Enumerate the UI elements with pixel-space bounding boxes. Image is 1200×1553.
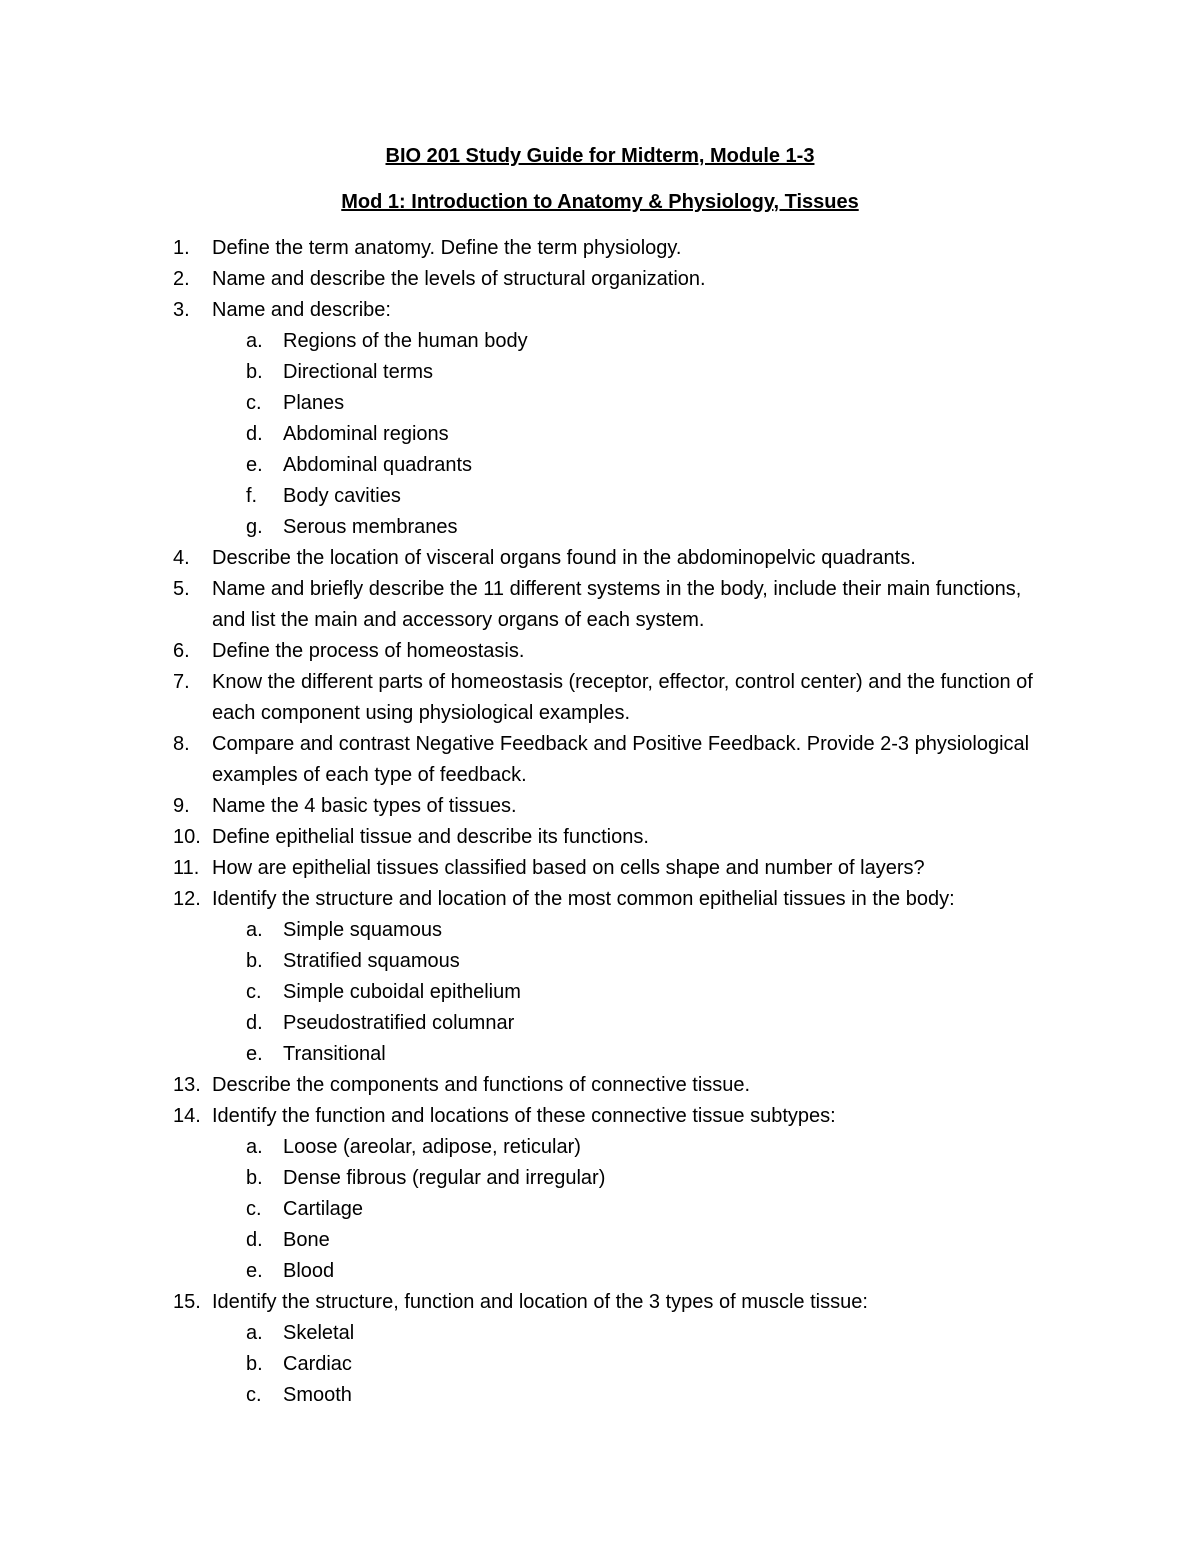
- question-number: 5.: [173, 578, 190, 600]
- question-number: 13.: [173, 1074, 201, 1096]
- sub-item: [0, 450, 1200, 481]
- sub-item-letter: b.: [246, 1167, 263, 1189]
- document-title: BIO 201 Study Guide for Midterm, Module 1-3: [385, 145, 815, 167]
- question-number: 14.: [173, 1105, 201, 1127]
- question-item: [0, 574, 1200, 636]
- sub-item: [0, 419, 1200, 450]
- sub-item-letter: d.: [246, 1012, 263, 1034]
- question-item: [0, 264, 1200, 295]
- question-text: Define the process of homeostasis.: [212, 640, 525, 662]
- question-number: 6.: [173, 640, 190, 662]
- sub-item: [0, 357, 1200, 388]
- sub-item-letter: a.: [246, 330, 263, 352]
- sub-item-letter: f.: [246, 485, 258, 507]
- sub-item-letter: a.: [246, 1322, 263, 1344]
- sub-item: [0, 1256, 1200, 1287]
- question-item: [0, 295, 1200, 543]
- question-text: Identify the structure, function and location of the 3 types of muscle tissue:: [212, 1291, 868, 1313]
- question-number: 15.: [173, 1291, 201, 1313]
- sub-item-text: Regions of the human body: [283, 330, 528, 352]
- sub-item-text: Abdominal quadrants: [283, 454, 473, 476]
- sub-item: [0, 1380, 1200, 1411]
- sub-item-text: Transitional: [283, 1043, 386, 1065]
- question-text: Name and describe the levels of structural organization.: [212, 268, 706, 290]
- sub-item: [0, 915, 1200, 946]
- sub-item-text: Smooth: [283, 1384, 352, 1406]
- question-number: 8.: [173, 733, 190, 755]
- question-text: Compare and contrast Negative Feedback and Positive Feedback. Provide 2-3 physiological examples of each type of feedback.: [212, 733, 1030, 786]
- sub-item: [0, 1194, 1200, 1225]
- sub-list: [0, 326, 1200, 543]
- sub-item: [0, 946, 1200, 977]
- sub-item: [0, 1225, 1200, 1256]
- question-item: [0, 822, 1200, 853]
- sub-item-text: Serous membranes: [283, 516, 458, 538]
- question-text: Identify the function and locations of these connective tissue subtypes:: [212, 1105, 836, 1127]
- sub-item-text: Planes: [283, 392, 345, 414]
- question-item: [0, 791, 1200, 822]
- sub-item-letter: c.: [246, 392, 262, 414]
- sub-item-letter: g.: [246, 516, 263, 538]
- sub-item-letter: d.: [246, 423, 263, 445]
- sub-item-text: Stratified squamous: [283, 950, 460, 972]
- sub-item-text: Skeletal: [283, 1322, 355, 1344]
- question-number: 2.: [173, 268, 190, 290]
- question-number: 11.: [173, 857, 200, 879]
- sub-item-text: Dense fibrous (regular and irregular): [283, 1167, 606, 1189]
- sub-item: [0, 1132, 1200, 1163]
- question-text: Name and describe:: [212, 299, 391, 321]
- question-item: [0, 853, 1200, 884]
- sub-item-text: Simple squamous: [283, 919, 442, 941]
- sub-item: [0, 512, 1200, 543]
- sub-item-text: Pseudostratified columnar: [283, 1012, 515, 1034]
- question-number: 10.: [173, 826, 201, 848]
- sub-item: [0, 1163, 1200, 1194]
- sub-item-text: Loose (areolar, adipose, reticular): [283, 1136, 581, 1158]
- question-text: How are epithelial tissues classified based on cells shape and number of layers?: [212, 857, 925, 879]
- sub-item-letter: d.: [246, 1229, 263, 1251]
- sub-item-letter: b.: [246, 361, 263, 383]
- module-title: Mod 1: Introduction to Anatomy & Physiology, Tissues: [341, 191, 859, 213]
- question-text: Know the different parts of homeostasis (receptor, effector, control center) and the function of each component using physiological examples.: [212, 671, 1033, 724]
- sub-item-text: Cardiac: [283, 1353, 352, 1375]
- sub-item-text: Cartilage: [283, 1198, 364, 1220]
- sub-item: [0, 977, 1200, 1008]
- question-number: 4.: [173, 547, 190, 569]
- question-number: 9.: [173, 795, 190, 817]
- question-item: [0, 884, 1200, 1070]
- sub-item-letter: c.: [246, 1198, 262, 1220]
- sub-list: [0, 1318, 1200, 1411]
- sub-item-text: Abdominal regions: [283, 423, 449, 445]
- question-text: Name and briefly describe the 11 different systems in the body, include their main functions, and list the main and accessory organs of each system.: [212, 578, 1022, 631]
- sub-item: [0, 1008, 1200, 1039]
- sub-item-letter: b.: [246, 950, 263, 972]
- sub-item-letter: a.: [246, 919, 263, 941]
- question-number: 1.: [173, 237, 190, 259]
- question-text: Identify the structure and location of the most common epithelial tissues in the body:: [212, 888, 955, 910]
- sub-item-text: Body cavities: [283, 485, 401, 507]
- sub-item-text: Directional terms: [283, 361, 434, 383]
- sub-item: [0, 326, 1200, 357]
- question-text: Describe the location of visceral organs found in the abdominopelvic quadrants.: [212, 547, 916, 569]
- sub-item: [0, 481, 1200, 512]
- sub-item-text: Simple cuboidal epithelium: [283, 981, 521, 1003]
- sub-item-letter: c.: [246, 1384, 262, 1406]
- question-item: [0, 729, 1200, 791]
- question-item: [0, 636, 1200, 667]
- question-number: 7.: [173, 671, 190, 693]
- sub-item: [0, 1349, 1200, 1380]
- question-item: [0, 1070, 1200, 1101]
- question-text: Describe the components and functions of connective tissue.: [212, 1074, 751, 1096]
- sub-item-letter: c.: [246, 981, 262, 1003]
- sub-item: [0, 1039, 1200, 1070]
- sub-item: [0, 1318, 1200, 1349]
- sub-item-letter: a.: [246, 1136, 263, 1158]
- question-item: [0, 233, 1200, 264]
- question-item: [0, 1287, 1200, 1411]
- sub-item-text: Blood: [283, 1260, 335, 1282]
- sub-list: [0, 1132, 1200, 1287]
- question-item: [0, 667, 1200, 729]
- sub-list: [0, 915, 1200, 1070]
- question-number: 3.: [173, 299, 190, 321]
- question-item: [0, 1101, 1200, 1287]
- question-list: [0, 233, 1200, 1411]
- sub-item-text: Bone: [283, 1229, 330, 1251]
- question-text: Name the 4 basic types of tissues.: [212, 795, 517, 817]
- question-text: Define the term anatomy. Define the term physiology.: [212, 237, 682, 259]
- sub-item-letter: e.: [246, 454, 263, 476]
- sub-item-letter: b.: [246, 1353, 263, 1375]
- sub-item: [0, 388, 1200, 419]
- sub-item-letter: e.: [246, 1260, 263, 1282]
- question-item: [0, 543, 1200, 574]
- sub-item-letter: e.: [246, 1043, 263, 1065]
- question-number: 12.: [173, 888, 201, 910]
- question-text: Define epithelial tissue and describe its functions.: [212, 826, 649, 848]
